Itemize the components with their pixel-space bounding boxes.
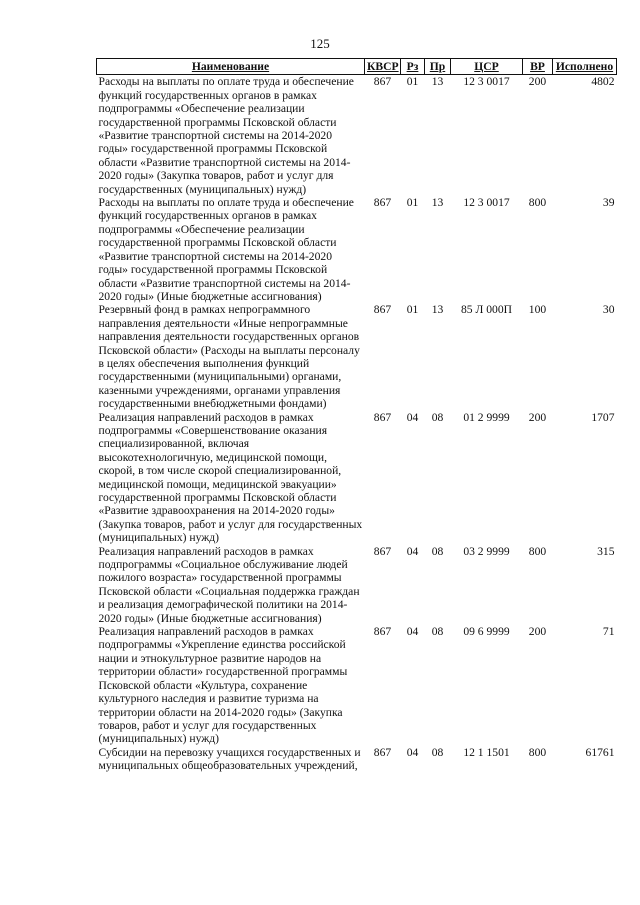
- cell-executed: 4802: [591, 75, 615, 89]
- table-header-row: [97, 59, 617, 75]
- cell-executed: 315: [597, 544, 615, 558]
- cell-pr: 08: [431, 745, 444, 759]
- table-row: [97, 75, 617, 196]
- cell-name: Реализация направлений расходов в рамках подпрограммы «Социальное обслуживание людей пожилого возраста» государственной программы Псковской области «Социальная поддержка граждан и реализация демографической политики на 2014-2020 годы» (Иные бюджетные ассигнования): [98, 544, 360, 625]
- table-row: [97, 746, 617, 773]
- cell-csr: 01 2 9999: [463, 410, 510, 424]
- cell-kvsr: 867: [373, 410, 392, 424]
- table-row: [97, 411, 617, 545]
- cell-vr: 200: [528, 75, 547, 89]
- cell-vr: 800: [528, 544, 547, 558]
- cell-rz: 01: [406, 196, 419, 210]
- cell-csr: 12 3 0017: [463, 196, 510, 210]
- cell-vr: 200: [528, 410, 547, 424]
- cell-vr: 100: [528, 303, 547, 317]
- cell-pr: 08: [431, 410, 444, 424]
- cell-name: Реализация направлений расходов в рамках подпрограммы «Совершенствование оказания специализированной, включая высокотехнологичную, медицинской помощи, скорой, в том числе скорой специализированной, медицинской помощи, медицинской эвакуации» государственной программы Псковской области «Развитие здравоохранения на 2014-2020 годы» (Закупка товаров, работ и услуг для государственных (муниципальных) нужд): [98, 410, 363, 545]
- cell-pr: 13: [431, 303, 444, 317]
- cell-executed: 30: [602, 303, 615, 317]
- cell-executed: 61761: [585, 745, 615, 759]
- cell-kvsr: 867: [373, 303, 392, 317]
- cell-rz: 04: [406, 544, 419, 558]
- header-vr: ВР: [523, 59, 553, 75]
- cell-kvsr: 867: [373, 75, 392, 89]
- cell-pr: 13: [431, 75, 444, 89]
- cell-rz: 04: [406, 745, 419, 759]
- cell-kvsr: 867: [373, 745, 392, 759]
- cell-kvsr: 867: [373, 544, 392, 558]
- cell-kvsr: 867: [373, 625, 392, 639]
- cell-name: Расходы на выплаты по оплате труда и обеспечение функций государственных органов в рамках подпрограммы «Обеспечение реализации государственной программы Псковской области «Развитие транспортной системы на 2014-2020 годы» государственной программы Псковской области «Развитие транспортной системы на 2014-2020 годы» (Иные бюджетные ассигнования): [98, 196, 354, 303]
- cell-vr: 800: [528, 745, 547, 759]
- cell-csr: 12 3 0017: [463, 75, 510, 89]
- header-csr: ЦСР: [451, 59, 523, 75]
- table-row: [97, 196, 617, 303]
- cell-vr: 200: [528, 625, 547, 639]
- cell-csr: 85 Л 000П: [460, 303, 513, 317]
- cell-rz: 04: [406, 625, 419, 639]
- cell-rz: 01: [406, 75, 419, 89]
- cell-name: Расходы на выплаты по оплате труда и обеспечение функций государственных органов в рамках подпрограммы «Обеспечение реализации государственной программы Псковской области «Развитие транспортной системы на 2014-2020 годы» государственной программы Псковской области «Развитие транспортной системы на 2014-2020 годы» (Закупка товаров, работ и услуг для государственных (муниципальных) нужд): [98, 75, 354, 196]
- cell-rz: 01: [406, 303, 419, 317]
- cell-pr: 13: [431, 196, 444, 210]
- header-name: Наименование: [97, 59, 365, 75]
- cell-name: Резервный фонд в рамках непрограммного направления деятельности «Иные непрограммные направления деятельности государственных органов Псковской области» (Расходы на выплаты персоналу в целях обеспечения выполнения функций государственными (муниципальными) органами, казенными учреждениями, органами управления государственными внебюджетными фондами): [98, 303, 360, 411]
- cell-executed: 71: [602, 625, 615, 639]
- cell-name: Реализация направлений расходов в рамках подпрограммы «Укрепление единства российской нации и этнокультурное развитие народов на территории области» государственной программы Псковской области «Культура, сохранение культурного наследия и развитие туризма на территории области на 2014-2020 годы» (Закупка товаров, работ и услуг для государственных (муниципальных) нужд): [98, 625, 348, 746]
- header-executed: Исполнено: [553, 59, 617, 75]
- cell-executed: 1707: [591, 410, 615, 424]
- cell-csr: 09 6 9999: [463, 625, 510, 639]
- cell-csr: 12 1 1501: [463, 745, 510, 759]
- table-row: [97, 625, 617, 746]
- budget-table: [96, 58, 617, 773]
- table-row: [97, 545, 617, 625]
- cell-pr: 08: [431, 544, 444, 558]
- cell-kvsr: 867: [373, 196, 392, 210]
- header-pr: Пр: [425, 59, 451, 75]
- header-rz: Рз: [401, 59, 425, 75]
- header-kvsr: КВСР: [365, 59, 401, 75]
- cell-vr: 800: [528, 196, 547, 210]
- cell-csr: 03 2 9999: [463, 544, 510, 558]
- cell-executed: 39: [602, 196, 615, 210]
- cell-pr: 08: [431, 625, 444, 639]
- page-number: 125: [310, 36, 330, 51]
- cell-rz: 04: [406, 410, 419, 424]
- cell-name: Субсидии на перевозку учащихся государственных и муниципальных общеобразовательных учреждений,: [98, 745, 361, 773]
- table-row: [97, 303, 617, 410]
